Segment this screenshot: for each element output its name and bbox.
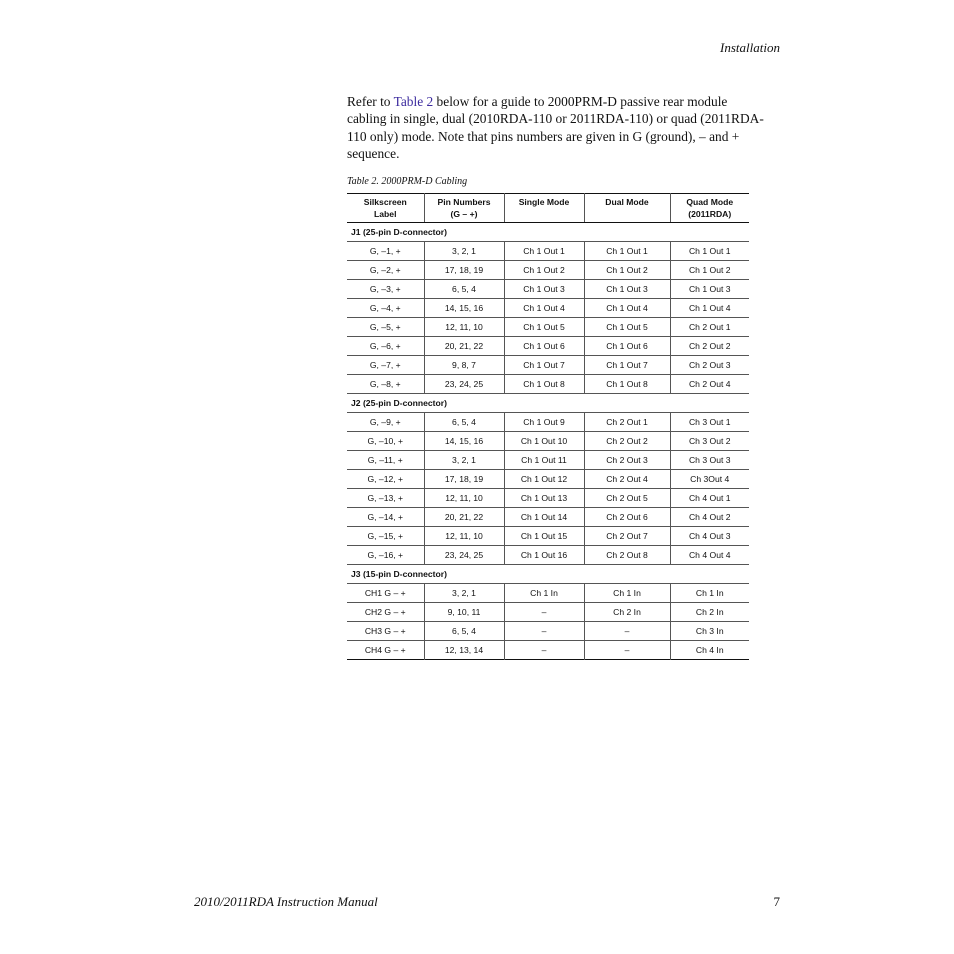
table-cell: Ch 1 Out 12 [504,470,584,489]
table-cell: Ch 2 Out 6 [584,508,670,527]
table-cell: 23, 24, 25 [424,546,504,565]
table-row [347,641,749,660]
table-cell: Ch 2 Out 4 [670,375,749,394]
table-cell: Ch 2 Out 2 [584,432,670,451]
table-cell: – [584,622,670,641]
table-cell: G, –9, + [347,413,424,432]
table-cell: Ch 1 Out 16 [504,546,584,565]
intro-text-start: Refer to [347,94,394,109]
table-cell: – [504,603,584,622]
table-cell: Ch 2 Out 3 [670,356,749,375]
table-cell: G, –11, + [347,451,424,470]
table-cell: 14, 15, 16 [424,299,504,318]
manual-title: 2010/2011RDA Instruction Manual [194,894,378,909]
table-cell: Ch 1 Out 11 [504,451,584,470]
table-row [347,489,749,508]
table-cell: 6, 5, 4 [424,280,504,299]
table-cell: G, –13, + [347,489,424,508]
table-cell: Ch 1 Out 6 [504,337,584,356]
table-cell: G, –5, + [347,318,424,337]
table-row [347,432,749,451]
table-cell: Ch 4 Out 2 [670,508,749,527]
table-cell: – [584,641,670,660]
table-cell: 20, 21, 22 [424,508,504,527]
table-cell: CH1 G – + [347,584,424,603]
table-cell: Ch 1 Out 13 [504,489,584,508]
table-caption: Table 2. 2000PRM-D Cabling [347,176,468,187]
table-row [347,242,749,261]
table-cell: Ch 3 Out 2 [670,432,749,451]
table-row [347,375,749,394]
table-cell: Ch 4 Out 4 [670,546,749,565]
table-row [347,546,749,565]
table-cell: 3, 2, 1 [424,242,504,261]
table-cell: Ch 2 Out 5 [584,489,670,508]
table-row [347,280,749,299]
table-cell: Ch 1 Out 7 [584,356,670,375]
table-cell: 20, 21, 22 [424,337,504,356]
table-cell: Ch 2 In [584,603,670,622]
table-cell: Ch 1 Out 2 [584,261,670,280]
table-row [347,508,749,527]
connector-group-title: J3 (15-pin D-connector) [347,565,749,584]
table-cell: Ch 1 Out 2 [504,261,584,280]
table-cell: G, –6, + [347,337,424,356]
table-cell: 3, 2, 1 [424,584,504,603]
table-row [347,337,749,356]
table-cell: Ch 2 Out 1 [670,318,749,337]
table-cell: 12, 11, 10 [424,489,504,508]
table-cell: Ch 1 Out 6 [584,337,670,356]
table-cell: Ch 1 In [584,584,670,603]
table-cell: Ch 1 Out 4 [584,299,670,318]
column-header: Quad Mode (2011RDA) [670,194,749,223]
table-cell: – [504,622,584,641]
table-cell: Ch 1 Out 2 [670,261,749,280]
table-cell: Ch 1 Out 3 [670,280,749,299]
table-row [347,603,749,622]
table-cell: Ch 1 In [670,584,749,603]
table-cell: 3, 2, 1 [424,451,504,470]
table-cell: G, –3, + [347,280,424,299]
table-cell: 17, 18, 19 [424,470,504,489]
table-cell: CH3 G – + [347,622,424,641]
column-header: Dual Mode [584,194,670,223]
intro-text-end: below for a guide to 2000PRM-D passive rear module cabling in single, dual (2010RDA-110 or 2011RDA-110) or quad (2011RDA-110 only) mode. Note that pins numbers are given in G (ground), – and + sequence. [347,94,764,161]
table-row [347,622,749,641]
connector-group-row [347,394,749,413]
table-row [347,413,749,432]
table-cell: G, –8, + [347,375,424,394]
table-cell: G, –10, + [347,432,424,451]
table-cell: 12, 11, 10 [424,527,504,546]
table-cell: Ch 1 Out 1 [504,242,584,261]
table-cell: Ch 4 In [670,641,749,660]
connector-group-title: J1 (25-pin D-connector) [347,223,749,242]
table-cell: G, –4, + [347,299,424,318]
column-header: Silkscreen Label [347,194,424,223]
table-cell: Ch 2 In [670,603,749,622]
table-cell: Ch 3Out 4 [670,470,749,489]
table-cell: Ch 1 Out 8 [584,375,670,394]
table-row [347,584,749,603]
table-cell: Ch 1 Out 4 [670,299,749,318]
intro-paragraph [347,93,767,162]
table-cell: Ch 1 Out 8 [504,375,584,394]
table-cell: Ch 2 Out 3 [584,451,670,470]
table-cell: 6, 5, 4 [424,413,504,432]
table-cell: Ch 1 In [504,584,584,603]
table-cell: Ch 1 Out 7 [504,356,584,375]
table-row [347,451,749,470]
table-cell: 14, 15, 16 [424,432,504,451]
connector-group-title: J2 (25-pin D-connector) [347,394,749,413]
table-cell: Ch 2 Out 2 [670,337,749,356]
column-header: Pin Numbers (G – +) [424,194,504,223]
table-cell: Ch 1 Out 5 [584,318,670,337]
table-cell: G, –14, + [347,508,424,527]
table-cell: 12, 13, 14 [424,641,504,660]
table-header-row [347,194,749,223]
table-cell: Ch 1 Out 3 [504,280,584,299]
connector-group-row [347,223,749,242]
table-cell: – [504,641,584,660]
table-cell: 12, 11, 10 [424,318,504,337]
table-cell: CH2 G – + [347,603,424,622]
page-number: 7 [773,894,780,909]
table-cell: Ch 2 Out 4 [584,470,670,489]
table-cell: 9, 8, 7 [424,356,504,375]
table-cell: Ch 2 Out 8 [584,546,670,565]
table-cell: Ch 2 Out 1 [584,413,670,432]
table-cell: 6, 5, 4 [424,622,504,641]
table-cell: 9, 10, 11 [424,603,504,622]
table-cell: G, –16, + [347,546,424,565]
table-row [347,356,749,375]
table-cell: Ch 1 Out 3 [584,280,670,299]
column-header: Single Mode [504,194,584,223]
table-cell: G, –1, + [347,242,424,261]
table-cell: Ch 1 Out 9 [504,413,584,432]
table-row [347,299,749,318]
table-row [347,261,749,280]
table-cell: G, –2, + [347,261,424,280]
table-cell: Ch 2 Out 7 [584,527,670,546]
table-cell: 17, 18, 19 [424,261,504,280]
table-cell: Ch 3 Out 1 [670,413,749,432]
table-cell: G, –7, + [347,356,424,375]
table-cell: Ch 4 Out 3 [670,527,749,546]
table-cell: Ch 1 Out 4 [504,299,584,318]
table-cell: Ch 1 Out 1 [670,242,749,261]
connector-group-row [347,565,749,584]
table-cell: CH4 G – + [347,641,424,660]
cabling-table [347,193,749,660]
table-row [347,318,749,337]
table-reference-link[interactable]: Table 2 [393,94,434,109]
table-cell: Ch 3 Out 3 [670,451,749,470]
table-cell: Ch 1 Out 1 [584,242,670,261]
table-cell: Ch 1 Out 15 [504,527,584,546]
table-cell: Ch 3 In [670,622,749,641]
table-cell: G, –12, + [347,470,424,489]
table-cell: Ch 1 Out 14 [504,508,584,527]
table-cell: G, –15, + [347,527,424,546]
table-row [347,470,749,489]
table-row [347,527,749,546]
running-header: Installation [720,40,780,55]
table-cell: Ch 1 Out 10 [504,432,584,451]
table-cell: Ch 1 Out 5 [504,318,584,337]
table-cell: 23, 24, 25 [424,375,504,394]
table-cell: Ch 4 Out 1 [670,489,749,508]
